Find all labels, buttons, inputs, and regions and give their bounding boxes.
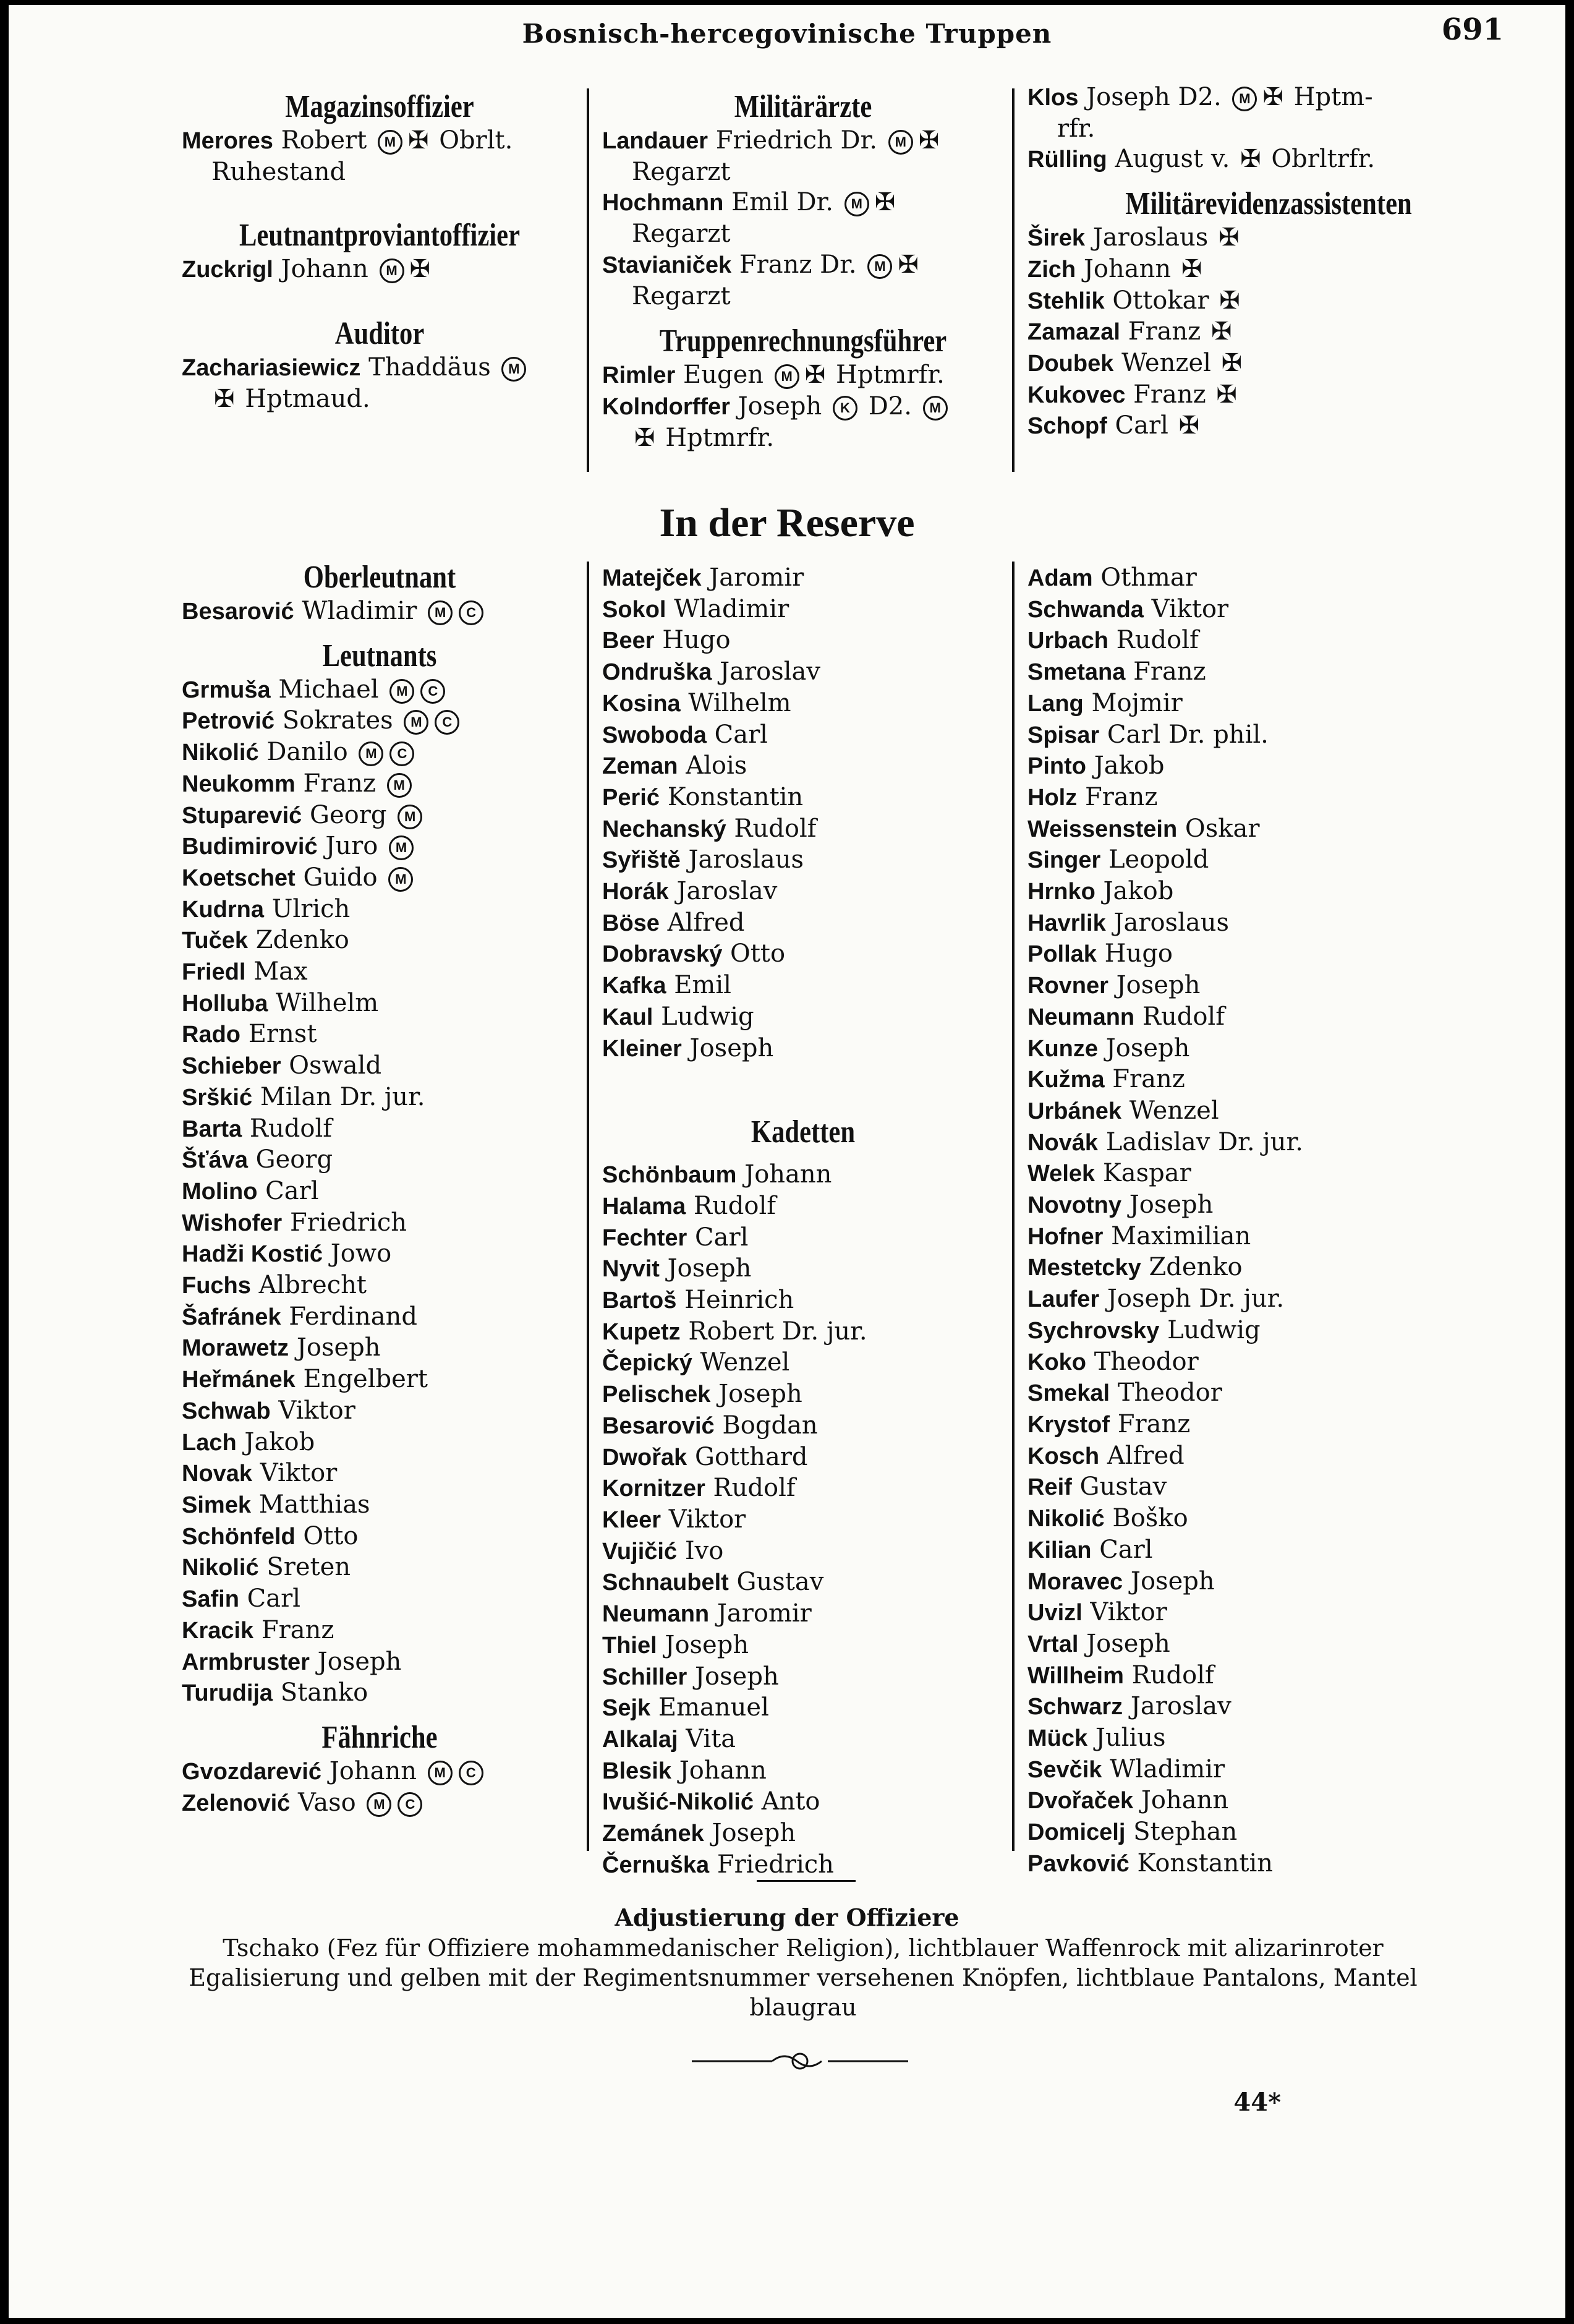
insignia-m-icon: M	[389, 679, 414, 704]
list-item: Klos Joseph D2. M ✠ Hptm-	[1027, 83, 1373, 111]
section1-column-2	[602, 88, 1004, 453]
list-item: Kilian Carl	[1027, 1535, 1153, 1564]
list-item: Petrović Sokrates M C	[182, 706, 577, 737]
list-item: Schönfeld Otto	[182, 1521, 359, 1550]
list-item: Welek Kaspar	[1027, 1159, 1191, 1188]
list-item: Molino Carl	[182, 1176, 319, 1205]
list-item: Novotny Joseph	[1027, 1190, 1214, 1220]
list-item: Willheim Rudolf	[1027, 1660, 1214, 1690]
section-heading: Kadetten	[751, 1114, 856, 1150]
list-item: Swoboda Carl	[602, 720, 768, 749]
list-item: Holluba Wilhelm	[182, 988, 379, 1017]
list-item: Merores Robert M ✠ Obrlt.	[182, 126, 513, 155]
reserve-column-1	[182, 559, 577, 1819]
list-item: Novák Ladislav Dr. jur.	[1027, 1127, 1303, 1156]
list-item: Nyvit Joseph	[602, 1254, 752, 1283]
list-item-continuation: Regarzt	[632, 157, 731, 186]
list-item: Pinto Jakob	[1027, 751, 1165, 780]
list-item: Koko Theodor	[1027, 1347, 1199, 1376]
list-item: Schnaubelt Gustav	[602, 1568, 824, 1597]
list-item: Dvořaček Johann	[1027, 1786, 1229, 1815]
list-item: Schopf Carl ✠	[1027, 411, 1200, 440]
list-item: Perić Konstantin	[602, 782, 804, 811]
cross-icon: ✠	[1216, 380, 1237, 409]
list-item: Alkalaj Vita	[602, 1724, 736, 1753]
list-item: Hadži Kostić Jowo	[182, 1239, 392, 1268]
cross-icon: ✠	[1262, 83, 1283, 111]
cross-icon: ✠	[898, 250, 919, 279]
list-item: Doubek Wenzel ✠	[1027, 348, 1243, 377]
cross-icon: ✠	[874, 188, 896, 217]
list-item: Stehlik Ottokar ✠	[1027, 286, 1240, 315]
list-item: Nikolić Sreten	[182, 1553, 351, 1582]
list-item: Tuček Zdenko	[182, 926, 349, 955]
list-item: Fuchs Albrecht	[182, 1271, 367, 1300]
insignia-c-icon: C	[389, 741, 414, 766]
list-item: Vujičić Ivo	[602, 1536, 724, 1565]
insignia-m-icon: M	[387, 773, 412, 798]
cross-icon: ✠	[918, 126, 940, 155]
uniform-description: Tschako (Fez für Offiziere mohammedanischer Religion), lichtblauer Waffenrock mit alizarinroter Egalisierung und gelben mit der Regimentsnummer versehenen Knöpfen, lichtblaue Pantalons, Mantel blaugrau	[189, 1934, 1418, 2021]
list-item: Nikolić Danilo M C	[182, 737, 577, 769]
insignia-k-icon: K	[833, 396, 857, 421]
list-item-continuation: ✠ Hptmrfr.	[634, 423, 775, 452]
list-item: Pavković Konstantin	[1027, 1848, 1274, 1878]
list-item: Spisar Carl Dr. phil.	[1027, 720, 1269, 749]
list-item: Hochmann Emil Dr. M ✠	[602, 188, 896, 217]
insignia-m-icon: M	[389, 835, 414, 860]
list-item: Reif Gustav	[1027, 1472, 1167, 1502]
list-item: Kolndorffer Joseph K D2. M	[602, 391, 1004, 423]
insignia-m-icon: M	[923, 396, 948, 421]
cross-icon: ✠	[214, 384, 235, 413]
list-item: Urbánek Wenzel	[1027, 1096, 1219, 1125]
list-item: Heřmánek Engelbert	[182, 1365, 428, 1394]
list-item: Holz Franz	[1027, 782, 1158, 811]
list-item: Neumann Jaromir	[602, 1599, 812, 1628]
list-item: Simek Matthias	[182, 1490, 370, 1519]
list-item: Landauer Friedrich Dr. M ✠	[602, 126, 940, 155]
insignia-m-icon: M	[775, 364, 799, 389]
list-item-continuation: ✠ Hptmaud.	[214, 384, 370, 413]
list-item: Grmuša Michael M C	[182, 675, 577, 706]
list-item: Syřiště Jaroslaus	[602, 845, 804, 874]
list-item: Kleiner Joseph	[602, 1033, 774, 1062]
column-rule	[587, 562, 589, 1851]
list-item: Blesik Johann	[602, 1756, 767, 1785]
column-rule	[1012, 562, 1015, 1851]
page-number: 691	[1441, 12, 1504, 47]
list-item: Nikolić Boško	[1027, 1504, 1188, 1533]
insignia-m-icon: M	[1232, 87, 1257, 111]
insignia-c-icon: C	[420, 679, 445, 704]
list-item: Besarović Bogdan	[602, 1411, 818, 1440]
list-item: Kunze Joseph	[1027, 1033, 1190, 1062]
list-item: Matejček Jaromir	[602, 563, 804, 592]
cross-icon: ✠	[1178, 411, 1200, 440]
section-heading: Militärärzte	[734, 89, 872, 124]
list-item: Sejk Emanuel	[602, 1693, 769, 1722]
insignia-m-icon: M	[428, 1761, 453, 1785]
insignia-m-icon: M	[388, 867, 413, 892]
section1-column-1	[182, 88, 577, 415]
list-item: Lang Mojmir	[1027, 688, 1183, 717]
insignia-m-icon: M	[380, 258, 404, 283]
list-item: Schiller Joseph	[602, 1662, 779, 1691]
list-item: Rimler Eugen M ✠ Hptmrfr.	[602, 361, 945, 390]
running-header: Bosnisch-hercegovinische Truppen	[522, 19, 1052, 49]
cross-icon: ✠	[1219, 286, 1240, 315]
list-item: Zemánek Joseph	[602, 1819, 796, 1848]
list-item-continuation: Ruhestand	[211, 157, 346, 186]
list-item: Zelenović Vaso M C	[182, 1788, 577, 1819]
section-divider	[757, 1880, 856, 1882]
list-item: Schönbaum Johann	[602, 1160, 832, 1189]
insignia-c-icon: C	[435, 710, 459, 735]
list-item: Kužma Franz	[1027, 1065, 1185, 1094]
leutnants-list	[182, 675, 577, 1709]
list-item: Thiel Joseph	[602, 1630, 749, 1659]
list-item: Novak Viktor	[182, 1459, 338, 1488]
insignia-m-icon: M	[867, 254, 892, 279]
cross-icon: ✠	[1218, 223, 1240, 252]
section-heading: Leutnants	[322, 638, 437, 673]
list-item: Dobravský Otto	[602, 939, 786, 968]
list-item-continuation: rfr.	[1057, 114, 1095, 143]
list-item: Koetschet Guido M	[182, 863, 577, 894]
cross-icon: ✠	[804, 361, 826, 390]
list-item: Rado Ernst	[182, 1020, 317, 1049]
list-item: Neumann Rudolf	[1027, 1002, 1225, 1031]
signature-mark: 44*	[1233, 2088, 1281, 2117]
list-item: Čepický Wenzel	[602, 1348, 790, 1377]
list-item: Barta Rudolf	[182, 1114, 333, 1143]
section-heading: Fähnriche	[321, 1719, 438, 1755]
list-item: Budimirović Juro M	[182, 831, 577, 863]
list-item: Schwanda Viktor	[1027, 594, 1229, 623]
list-item: Kracik Franz	[182, 1615, 334, 1644]
list-item: Stuparević Georg M	[182, 800, 577, 832]
list-item: Šafránek Ferdinand	[182, 1302, 417, 1331]
list-item: Kosch Alfred	[1027, 1441, 1185, 1470]
uniform-section-title: Adjustierung der Offiziere	[615, 1903, 959, 1931]
list-item: Zeman Alois	[602, 751, 747, 780]
list-item: Moravec Joseph	[1027, 1566, 1215, 1596]
list-item: Stavianiček Franz Dr. M ✠	[602, 250, 919, 279]
cross-icon: ✠	[1240, 145, 1261, 174]
column-rule	[587, 88, 589, 472]
list-item: Kudrna Ulrich	[182, 894, 351, 923]
list-item: Smetana Franz	[1027, 657, 1206, 686]
insignia-m-icon: M	[404, 710, 428, 735]
list-item: Hofner Maximilian	[1027, 1221, 1251, 1250]
list-item: Havrlik Jaroslaus	[1027, 908, 1230, 937]
section-heading: Magazinsoffizier	[285, 89, 474, 124]
list-item: Kupetz Robert Dr. jur.	[602, 1317, 867, 1346]
list-item: Kosina Wilhelm	[602, 688, 791, 717]
list-item: Zuckrigl Johann M ✠	[182, 255, 431, 284]
list-item: Besarović Wladimir M C	[182, 596, 577, 628]
list-item: Turudija Stanko	[182, 1678, 368, 1707]
column-rule	[1012, 88, 1015, 472]
list-item: Zich Johann ✠	[1027, 254, 1202, 283]
insignia-m-icon: M	[398, 805, 422, 829]
insignia-c-icon: C	[459, 1761, 483, 1785]
list-item: Pollak Hugo	[1027, 939, 1173, 968]
insignia-m-icon: M	[378, 130, 402, 155]
reserve-column-3	[1027, 563, 1510, 1880]
list-item: Adam Othmar	[1027, 563, 1197, 592]
list-item: Rovner Joseph	[1027, 971, 1201, 1000]
document-page	[9, 5, 1565, 2318]
list-item: Černuška Friedrich	[602, 1850, 834, 1879]
list-item: Kaul Ludwig	[602, 1002, 754, 1031]
cross-icon: ✠	[634, 423, 655, 452]
list-item: Bartoš Heinrich	[602, 1286, 794, 1315]
list-item: Safin Carl	[182, 1584, 300, 1613]
section-heading: Oberleutnant	[303, 560, 456, 595]
list-item: Horák Jaroslav	[602, 877, 778, 906]
list-item: Domicelj Stephan	[1027, 1818, 1238, 1847]
list-item: Srškić Milan Dr. jur.	[182, 1082, 425, 1111]
list-item: Singer Leopold	[1027, 845, 1209, 874]
list-item-continuation: Regarzt	[632, 220, 731, 249]
section-heading: Leutnantproviantoffizier	[239, 218, 520, 254]
insignia-c-icon: C	[459, 600, 483, 625]
list-item: Zamazal Franz ✠	[1027, 317, 1232, 346]
cross-icon: ✠	[407, 126, 429, 155]
list-item: Ivušić-Nikolić Anto	[602, 1787, 820, 1816]
list-item: Kukovec Franz ✠	[1027, 380, 1237, 409]
list-item: Fechter Carl	[602, 1223, 749, 1252]
list-item: Beer Hugo	[602, 626, 731, 655]
insignia-c-icon: C	[398, 1792, 422, 1817]
list-item: Širek Jaroslaus ✠	[1027, 223, 1240, 252]
cross-icon: ✠	[1181, 254, 1202, 283]
cross-icon: ✠	[1221, 348, 1243, 377]
cross-icon: ✠	[1210, 317, 1232, 346]
insignia-m-icon: M	[888, 130, 913, 155]
list-item: Zachariasiewicz Thaddäus M	[182, 352, 577, 384]
list-item: Schieber Oswald	[182, 1051, 382, 1080]
list-item: Neukomm Franz M	[182, 769, 577, 800]
list-item: Mück Julius	[1027, 1724, 1166, 1753]
reserve-column-2	[602, 563, 1004, 1881]
cross-icon: ✠	[409, 255, 431, 284]
list-item: Sychrovsky Ludwig	[1027, 1315, 1261, 1344]
list-item: Šťáva Georg	[182, 1145, 333, 1174]
insignia-m-icon: M	[428, 600, 453, 625]
list-item: Sevčik Wladimir	[1027, 1754, 1225, 1784]
list-item: Hrnko Jakob	[1027, 877, 1174, 906]
list-item: Vrtal Joseph	[1027, 1629, 1170, 1658]
list-item: Halama Rudolf	[602, 1191, 776, 1220]
list-item: Schwab Viktor	[182, 1396, 355, 1425]
section-heading: Auditor	[334, 316, 425, 352]
list-item: Gvozdarević Johann M C	[182, 1756, 577, 1788]
list-item: Wishofer Friedrich	[182, 1208, 407, 1237]
list-item: Sokol Wladimir	[602, 594, 789, 623]
list-item: Urbach Rudolf	[1027, 626, 1199, 655]
section-heading: Militärevidenzassistenten	[1125, 186, 1412, 222]
list-item: Laufer Joseph Dr. jur.	[1027, 1284, 1285, 1314]
list-item: Armbruster Joseph	[182, 1647, 402, 1676]
list-item: Smekal Theodor	[1027, 1378, 1222, 1408]
list-item: Böse Alfred	[602, 908, 745, 937]
list-item: Friedl Max	[182, 957, 308, 986]
section-heading: Truppenrechnungsführer	[659, 323, 947, 359]
list-item: Nechanský Rudolf	[602, 814, 817, 843]
list-item: Uvizl Viktor	[1027, 1598, 1167, 1627]
list-item: Weissenstein Oskar	[1027, 814, 1260, 843]
list-item: Kornitzer Rudolf	[602, 1474, 796, 1503]
insignia-m-icon: M	[359, 741, 383, 766]
insignia-m-icon: M	[367, 1792, 391, 1817]
list-item: Schwarz Jaroslav	[1027, 1692, 1232, 1721]
list-item: Kafka Emil	[602, 971, 731, 1000]
ornament-divider	[692, 2049, 908, 2074]
list-item: Lach Jakob	[182, 1427, 315, 1456]
section1-column-3	[1027, 82, 1510, 442]
list-item: Kleer Viktor	[602, 1505, 746, 1534]
list-item: Dwořak Gotthard	[602, 1442, 808, 1471]
reserve-heading: In der Reserve	[659, 500, 915, 545]
list-item: Mestetcky Zdenko	[1027, 1253, 1243, 1282]
list-item: Ondruška Jaroslav	[602, 657, 820, 686]
insignia-m-icon: M	[501, 357, 526, 382]
list-item: Krystof Franz	[1027, 1409, 1191, 1438]
insignia-m-icon: M	[844, 192, 869, 216]
list-item: Morawetz Joseph	[182, 1333, 381, 1362]
list-item: Pelischek Joseph	[602, 1380, 802, 1409]
list-item: Rülling August v. ✠ Obrltrfr.	[1027, 145, 1376, 174]
list-item-continuation: Regarzt	[632, 281, 731, 310]
